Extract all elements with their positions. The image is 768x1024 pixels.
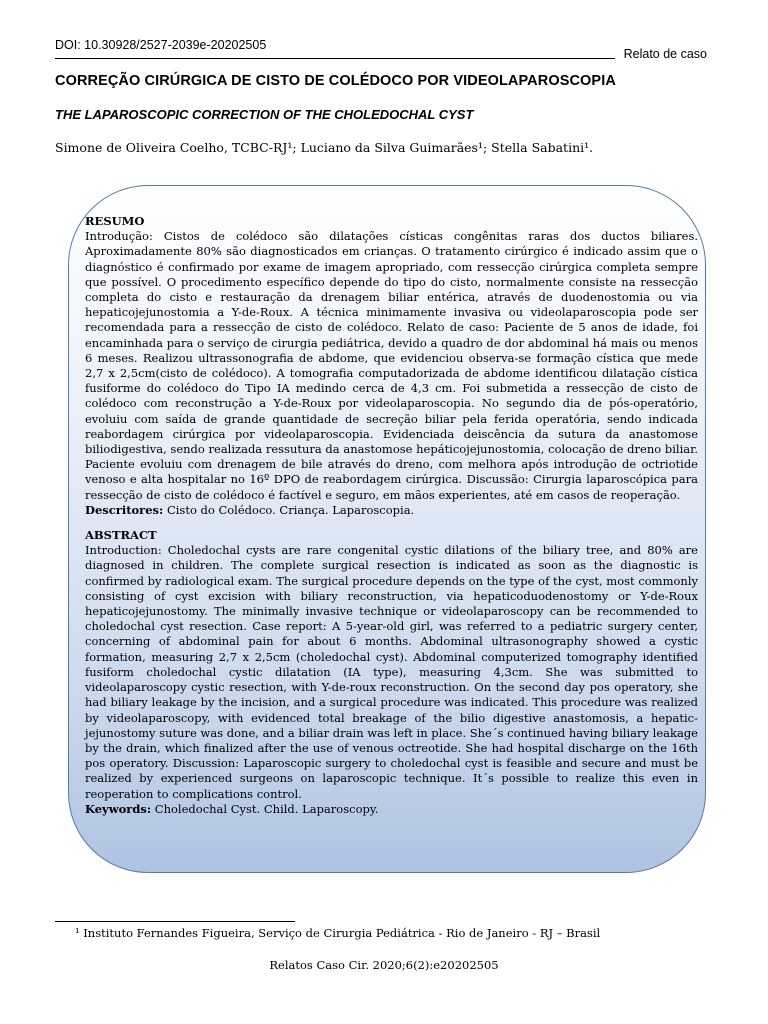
abstract-keywords-text: Choledochal Cyst. Child. Laparoscopy. — [154, 801, 379, 816]
abstract-heading: ABSTRACT — [85, 528, 157, 543]
section-type: Relato de caso — [623, 47, 707, 61]
section-gap — [85, 518, 698, 528]
header-rule — [55, 58, 615, 59]
footnote-rule — [55, 921, 295, 922]
resumo-keywords — [85, 503, 698, 518]
page-header — [55, 38, 707, 62]
authors: Simone de Oliveira Coelho, TCBC-RJ¹; Luciano da Silva Guimarães¹; Stella Sabatini¹. — [55, 140, 594, 155]
doi: DOI: 10.30928/2527-2039e-20202505 — [55, 38, 267, 52]
resumo-keywords-label: Descritores: — [85, 502, 164, 517]
abstract-keywords — [85, 802, 698, 817]
abstract-body: Introduction: Choledochal cysts are rare congenital cystic dilations of the biliary tree, and 80% are diagnosed in children. The complete surgical resection is indicated as soon as the diagnostic is confirmed by radiological exam. The surgical procedure depends on the type of the cyst, most commonly consisting of cyst excision with biliary reconstruction, via hepaticoduodenostomy or Y-de-Roux hepaticojejunostomy. The minimally invasive technique or videolaparoscopy can be recommended to choledochal cyst resection. Case report: A 5-year-old girl, was referred to a pediatric surgery center, concerning of abdominal pain for about 6 months. Abdominal ultrasonography showed a cystic formation, measuring 2,7 x 2,5cm (choledochal cyst). Abdominal computerized tomography identified fusiform choledochal cystic dilatation (IA type), measuring 4,3cm. She was submitted to videolaparoscopy cystic resection, with Y-de-roux reconstruction. On the second day pos operatory, she had biliary leakage by the incision, and a surgical procedure was indicated. This procedure was realized by videolaparoscopy, with evidenced total breakage of the bilio digestive anastomosis, a hepatic-jejunostomy suture was done, and a biliar drain was left in place. She´s continued having biliary leakage by the drain, which finalized after the use of venous octreotide. She had hospital discharge on the 16th pos operatory. Discussion: Laparoscopic surgery to choledochal cyst is feasible and secure and must be realized by experienced surgeons on laparoscopic technique. It´s possible to realize this even in reoperation to complications control. — [85, 543, 698, 801]
article-subtitle: THE LAPAROSCOPIC CORRECTION OF THE CHOLEDOCHAL CYST — [55, 107, 474, 122]
article-title: CORREÇÃO CIRÚRGICA DE CISTO DE COLÉDOCO POR VIDEOLAPAROSCOPIA — [55, 73, 616, 89]
resumo-heading: RESUMO — [85, 214, 145, 228]
abstract-content — [85, 214, 698, 817]
resumo-body: Introdução: Cistos de colédoco são dilatações císticas congênitas raras dos ductos biliares. Aproximadamente 80% são diagnosticados em crianças. O tratamento cirúrgico é indicado assim que o diagnóstico é confirmado por exame de imagem apropriado, com ressecção cirúrgica completa sempre que possível. O procedimento específico depende do tipo do cisto, normalmente consiste na ressecção completa do cisto e restauração da drenagem biliar entérica, através de duodenostomia ou via hepaticojejunostomia a Y-de-Roux. A técnica minimamente invasiva ou videolaparoscopia pode ser recomendada para a ressecção de cisto de colédoco. Relato de caso: Paciente de 5 anos de idade, foi encaminhada para o serviço de cirurgia pediátrica, devido a quadro de dor abdominal há mais ou menos 6 meses. Realizou ultrassonografia de abdome, que evidenciou observa-se formação cística que mede 2,7 x 2,5cm(cisto de colédoco). A tomografia computadorizada de abdome identificou dilatação cística fusiforme do colédoco do Tipo IA medindo cerca de 4,3 cm. Foi submetida a ressecção de cisto de colédoco com reconstrução a Y-de-Roux por videolaparoscopia. No segundo dia de pós-operatório, evoluiu com saída de grande quantidade de secreção biliar pela ferida operatória, sendo indicada reabordagem cirúrgica por videolaparoscopia. Evidenciada deiscência da sutura da anastomose biliodigestiva, sendo realizada ressutura da anastomose hepáticojejunostomia, colocação de dreno biliar. Paciente evoluiu com drenagem de bile através do dreno, com melhora após introdução de octriotide venoso e alta hospitalar no 16º DPO de reabordagem cirúrgica. Discussão: Cirurgia laparoscópica para ressecção de cisto de colédoco é factível e seguro, em mãos experientes, até em casos de reoperação. — [85, 229, 698, 502]
page-footer: Relatos Caso Cir. 2020;6(2):e20202505 — [269, 958, 499, 972]
resumo-keywords-text: Cisto do Colédoco. Criança. Laparoscopia. — [166, 502, 415, 517]
footnote: ¹ Instituto Fernandes Figueira, Serviço de Cirurgia Pediátrica - Rio de Janeiro - RJ – Brasil — [75, 926, 601, 940]
abstract-keywords-label: Keywords: — [85, 801, 152, 816]
